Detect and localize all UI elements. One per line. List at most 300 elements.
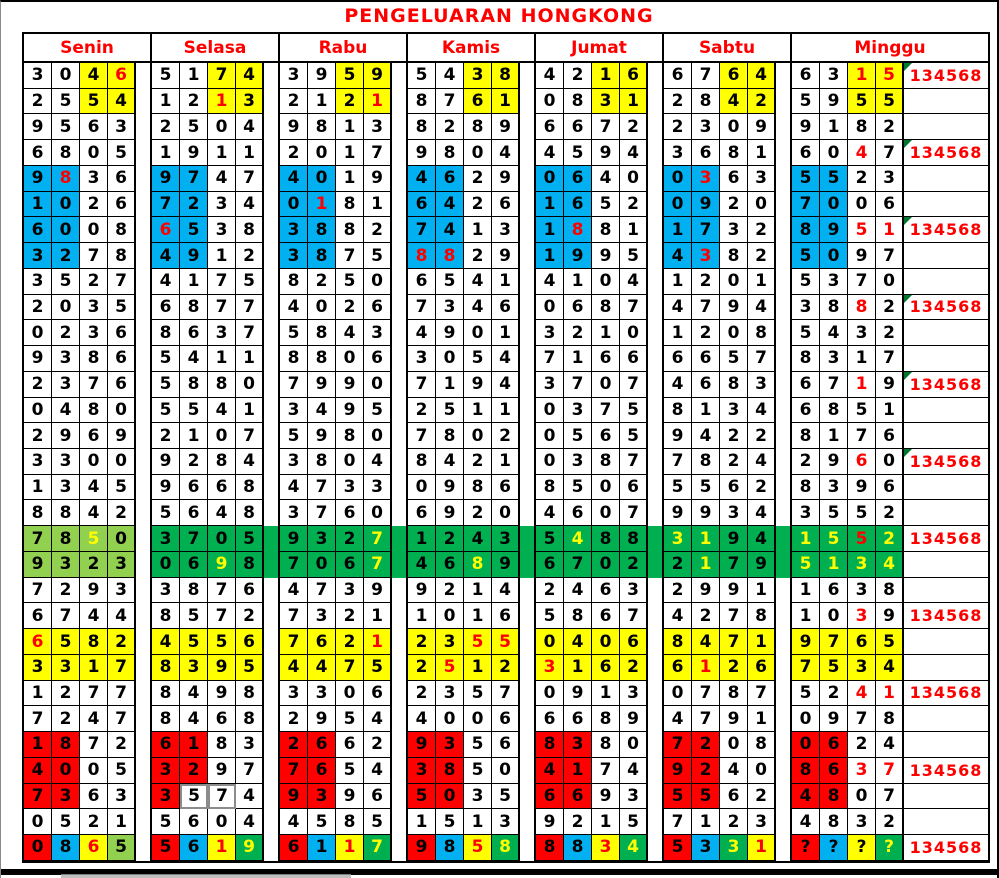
digit-cell: 0 — [592, 552, 620, 578]
digit-cell: 8 — [336, 192, 364, 218]
digit-cell: 3 — [280, 398, 308, 424]
digit-cell: 8 — [52, 732, 80, 758]
digit-cell: 0 — [308, 552, 336, 578]
column-separator — [136, 706, 152, 732]
digit-cell: 0 — [820, 603, 848, 629]
digit-cell: 4 — [820, 320, 848, 346]
digit-cell: 5 — [152, 346, 180, 372]
column-separator — [392, 809, 408, 835]
column-separator — [136, 269, 152, 295]
digit-cell: 5 — [848, 500, 876, 526]
digit-cell: 8 — [52, 835, 80, 861]
digit-cell: 2 — [620, 655, 648, 681]
digit-cell: 2 — [664, 114, 692, 140]
digit-cell: 1 — [876, 217, 904, 243]
digit-cell: 1 — [408, 526, 436, 552]
column-separator — [520, 526, 536, 552]
digit-cell: 8 — [592, 217, 620, 243]
digit-cell: 7 — [620, 295, 648, 321]
digit-cell: 7 — [236, 166, 264, 192]
digit-cell: 5 — [152, 63, 180, 89]
annotation-cell — [904, 758, 988, 784]
column-separator — [264, 295, 280, 321]
column-separator — [136, 526, 152, 552]
digit-cell: 9 — [820, 89, 848, 115]
digit-cell: 5 — [236, 526, 264, 552]
digit-cell: 2 — [52, 706, 80, 732]
digit-cell: 9 — [720, 526, 748, 552]
digit-cell: 3 — [848, 809, 876, 835]
digit-cell: 5 — [564, 475, 592, 501]
digit-cell: 6 — [308, 758, 336, 784]
column-separator — [776, 809, 792, 835]
digit-cell: 6 — [280, 835, 308, 861]
annotation-cell — [904, 192, 988, 218]
digit-cell: 8 — [748, 320, 776, 346]
digit-cell: 6 — [620, 63, 648, 89]
digit-cell: 8 — [464, 552, 492, 578]
digit-cell: 9 — [592, 243, 620, 269]
digit-cell: 4 — [408, 552, 436, 578]
digit-cell: 2 — [748, 217, 776, 243]
digit-cell: 0 — [364, 500, 392, 526]
digit-cell: 8 — [720, 140, 748, 166]
digit-cell: 9 — [152, 166, 180, 192]
digit-cell: 3 — [308, 526, 336, 552]
digit-cell: 7 — [876, 784, 904, 810]
digit-cell: 0 — [464, 423, 492, 449]
digit-cell: 2 — [336, 603, 364, 629]
digit-cell: 3 — [592, 835, 620, 861]
annotation-cell — [904, 269, 988, 295]
digit-cell: 2 — [492, 423, 520, 449]
digit-cell: 2 — [436, 114, 464, 140]
digit-cell: ? — [820, 835, 848, 861]
column-separator — [264, 603, 280, 629]
digit-cell: 1 — [464, 217, 492, 243]
digit-cell: 7 — [748, 681, 776, 707]
digit-cell: 4 — [180, 706, 208, 732]
digit-cell: 5 — [820, 655, 848, 681]
digit-cell: 6 — [236, 578, 264, 604]
digit-cell: 6 — [592, 603, 620, 629]
digit-cell: 7 — [280, 603, 308, 629]
digit-cell: 2 — [336, 295, 364, 321]
digit-cell: 1 — [408, 603, 436, 629]
column-separator — [648, 140, 664, 166]
digit-cell: 6 — [876, 192, 904, 218]
digit-cell: 3 — [620, 681, 648, 707]
digit-cell: 4 — [592, 166, 620, 192]
column-separator — [136, 398, 152, 424]
digit-cell: 0 — [592, 475, 620, 501]
digit-cell: 5 — [408, 63, 436, 89]
column-separator — [776, 526, 792, 552]
column-separator — [264, 217, 280, 243]
column-separator — [136, 192, 152, 218]
column-separator — [136, 809, 152, 835]
digit-cell: 2 — [236, 243, 264, 269]
digit-cell: 8 — [236, 706, 264, 732]
column-separator — [648, 192, 664, 218]
digit-cell: 2 — [24, 423, 52, 449]
digit-cell: 6 — [336, 552, 364, 578]
digit-cell: 7 — [308, 500, 336, 526]
digit-cell: 9 — [280, 784, 308, 810]
table-row — [24, 784, 988, 810]
digit-cell: 0 — [336, 449, 364, 475]
digit-cell: 4 — [876, 732, 904, 758]
comment-triangle-icon — [904, 449, 912, 457]
column-separator — [136, 475, 152, 501]
digit-cell: 8 — [436, 243, 464, 269]
digit-cell: 1 — [180, 732, 208, 758]
digit-cell: 9 — [492, 243, 520, 269]
column-separator — [136, 784, 152, 810]
digit-cell: 0 — [364, 423, 392, 449]
digit-cell: 5 — [308, 809, 336, 835]
digit-cell: 6 — [848, 629, 876, 655]
digit-cell: 5 — [152, 835, 180, 861]
column-separator — [520, 140, 536, 166]
column-separator — [136, 114, 152, 140]
column-separator — [648, 63, 664, 89]
digit-cell: 0 — [876, 269, 904, 295]
digit-cell: 6 — [180, 809, 208, 835]
digit-cell: 5 — [820, 166, 848, 192]
digit-cell: 5 — [692, 784, 720, 810]
column-separator — [776, 758, 792, 784]
digit-cell: 9 — [280, 526, 308, 552]
digit-cell: 9 — [792, 629, 820, 655]
digit-cell: 7 — [208, 603, 236, 629]
digit-cell: 4 — [108, 603, 136, 629]
digit-cell: 5 — [620, 809, 648, 835]
digit-cell: 4 — [280, 578, 308, 604]
digit-cell: 8 — [152, 603, 180, 629]
digit-cell: 6 — [24, 603, 52, 629]
digit-cell: 6 — [180, 552, 208, 578]
digit-cell: 7 — [280, 629, 308, 655]
table-row — [24, 269, 988, 295]
annotation-cell — [904, 89, 988, 115]
digit-cell: 4 — [536, 140, 564, 166]
digit-cell: 6 — [80, 114, 108, 140]
annotation-cell — [904, 243, 988, 269]
column-separator — [392, 655, 408, 681]
digit-cell: 1 — [820, 423, 848, 449]
digit-cell: 3 — [692, 114, 720, 140]
digit-cell: 1 — [208, 89, 236, 115]
digit-cell: 4 — [80, 63, 108, 89]
digit-cell: 5 — [180, 784, 208, 810]
column-separator — [264, 500, 280, 526]
digit-cell: 5 — [620, 398, 648, 424]
column-separator — [520, 500, 536, 526]
column-separator — [264, 243, 280, 269]
digit-cell: 6 — [152, 217, 180, 243]
digit-cell: 0 — [24, 398, 52, 424]
digit-cell: 6 — [492, 475, 520, 501]
table-row — [24, 603, 988, 629]
digit-cell: 7 — [408, 372, 436, 398]
column-separator — [648, 655, 664, 681]
digit-cell: 7 — [108, 655, 136, 681]
digit-cell: 4 — [236, 809, 264, 835]
digit-cell: 8 — [492, 63, 520, 89]
digit-cell: 2 — [692, 320, 720, 346]
digit-cell: 3 — [24, 269, 52, 295]
column-separator — [392, 295, 408, 321]
digit-cell: 1 — [492, 449, 520, 475]
digit-cell: 3 — [152, 526, 180, 552]
digit-cell: 9 — [492, 552, 520, 578]
comment-triangle-icon — [904, 217, 912, 225]
table-row — [24, 192, 988, 218]
annotation-cell — [904, 835, 988, 861]
digit-cell: 6 — [208, 706, 236, 732]
digit-cell: 0 — [620, 320, 648, 346]
digit-cell: 1 — [208, 243, 236, 269]
digit-cell: 7 — [664, 449, 692, 475]
digit-cell: 2 — [564, 63, 592, 89]
digit-cell: 3 — [792, 500, 820, 526]
digit-cell: 7 — [876, 346, 904, 372]
table-row — [24, 295, 988, 321]
digit-cell: 9 — [24, 346, 52, 372]
digit-cell: 7 — [80, 681, 108, 707]
column-separator — [520, 552, 536, 578]
column-separator — [136, 449, 152, 475]
digit-cell: 4 — [180, 681, 208, 707]
digit-cell: 0 — [464, 320, 492, 346]
digit-cell: 9 — [592, 784, 620, 810]
day-header-rabu: Rabu — [280, 34, 408, 61]
column-separator — [648, 732, 664, 758]
column-separator — [776, 552, 792, 578]
digit-cell: 7 — [876, 758, 904, 784]
digit-cell: 5 — [820, 526, 848, 552]
digit-cell: 9 — [336, 372, 364, 398]
digit-cell: 5 — [436, 655, 464, 681]
digit-cell: 1 — [820, 114, 848, 140]
digit-cell: 3 — [564, 732, 592, 758]
column-separator — [392, 346, 408, 372]
digit-cell: 1 — [436, 372, 464, 398]
digit-cell: 3 — [620, 578, 648, 604]
digit-cell: 7 — [792, 192, 820, 218]
digit-cell: 9 — [308, 372, 336, 398]
digit-cell: 5 — [236, 269, 264, 295]
digit-cell: 6 — [24, 629, 52, 655]
digit-cell: 5 — [364, 398, 392, 424]
digit-cell: 3 — [492, 526, 520, 552]
column-separator — [392, 552, 408, 578]
digit-cell: 9 — [364, 63, 392, 89]
comment-triangle-icon — [904, 295, 912, 303]
digit-cell: 6 — [80, 423, 108, 449]
digit-cell: 7 — [208, 784, 236, 810]
column-separator — [776, 217, 792, 243]
digit-cell: 8 — [80, 346, 108, 372]
results-table — [22, 32, 990, 863]
column-separator — [520, 784, 536, 810]
digit-cell: 6 — [108, 192, 136, 218]
digit-cell: 4 — [536, 63, 564, 89]
digit-cell: 8 — [792, 217, 820, 243]
digit-cell: 5 — [492, 784, 520, 810]
digit-cell: 4 — [236, 63, 264, 89]
digit-cell: 1 — [592, 681, 620, 707]
digit-cell: 8 — [592, 526, 620, 552]
digit-cell: 7 — [108, 269, 136, 295]
annotation-cell — [904, 552, 988, 578]
digit-cell: 9 — [364, 578, 392, 604]
digit-cell: 0 — [80, 449, 108, 475]
digit-cell: 1 — [364, 603, 392, 629]
table-row — [24, 809, 988, 835]
digit-cell: 3 — [280, 449, 308, 475]
digit-cell: 7 — [180, 166, 208, 192]
digit-cell: 6 — [792, 372, 820, 398]
digit-cell: 4 — [620, 269, 648, 295]
digit-cell: 0 — [208, 526, 236, 552]
digit-cell: 9 — [692, 578, 720, 604]
digit-cell: 3 — [80, 320, 108, 346]
comment-triangle-icon — [904, 372, 912, 380]
digit-cell: 8 — [408, 114, 436, 140]
digit-cell: 0 — [720, 732, 748, 758]
digit-cell: 2 — [280, 706, 308, 732]
digit-cell: 1 — [180, 63, 208, 89]
digit-cell: 4 — [208, 398, 236, 424]
digit-cell: 2 — [52, 681, 80, 707]
column-separator — [776, 140, 792, 166]
digit-cell: 4 — [492, 578, 520, 604]
digit-cell: 8 — [208, 449, 236, 475]
digit-cell: 3 — [80, 166, 108, 192]
digit-cell: 4 — [436, 449, 464, 475]
column-separator — [648, 269, 664, 295]
digit-cell: 8 — [592, 706, 620, 732]
digit-cell: 4 — [748, 398, 776, 424]
column-separator — [136, 243, 152, 269]
column-separator — [136, 89, 152, 115]
digit-cell: 8 — [564, 89, 592, 115]
digit-cell: 2 — [180, 758, 208, 784]
column-separator — [264, 449, 280, 475]
digit-cell: 8 — [308, 243, 336, 269]
digit-cell: 7 — [208, 63, 236, 89]
column-separator — [264, 89, 280, 115]
digit-cell: 7 — [280, 552, 308, 578]
digit-cell: 4 — [792, 784, 820, 810]
digit-cell: 1 — [336, 835, 364, 861]
digit-cell: 5 — [108, 295, 136, 321]
digit-cell: 8 — [152, 681, 180, 707]
column-separator — [520, 603, 536, 629]
day-header-selasa: Selasa — [152, 34, 280, 61]
digit-cell: 3 — [876, 166, 904, 192]
digit-cell: 9 — [748, 552, 776, 578]
digit-cell: 6 — [364, 295, 392, 321]
column-separator — [776, 784, 792, 810]
annotation-cell — [904, 475, 988, 501]
digit-cell: 1 — [24, 475, 52, 501]
digit-cell: 4 — [492, 346, 520, 372]
digit-cell: 5 — [80, 526, 108, 552]
digit-cell: 4 — [876, 552, 904, 578]
digit-cell: 9 — [692, 192, 720, 218]
digit-cell: 6 — [24, 140, 52, 166]
column-separator — [776, 681, 792, 707]
digit-cell: 8 — [52, 166, 80, 192]
column-separator — [648, 552, 664, 578]
digit-cell: 3 — [180, 655, 208, 681]
digit-cell: 6 — [792, 63, 820, 89]
digit-cell: 7 — [80, 372, 108, 398]
digit-cell: 4 — [408, 320, 436, 346]
digit-cell: 0 — [464, 140, 492, 166]
digit-cell: 4 — [364, 758, 392, 784]
digit-cell: 7 — [876, 140, 904, 166]
digit-cell: 0 — [876, 449, 904, 475]
digit-cell: 6 — [820, 732, 848, 758]
digit-cell: 1 — [80, 655, 108, 681]
digit-cell: 1 — [208, 835, 236, 861]
digit-cell: 1 — [180, 269, 208, 295]
column-separator — [264, 578, 280, 604]
digit-cell: 9 — [720, 295, 748, 321]
table-row — [24, 526, 988, 552]
digit-cell: 5 — [464, 681, 492, 707]
digit-cell: 3 — [80, 295, 108, 321]
column-separator — [392, 578, 408, 604]
table-row — [24, 706, 988, 732]
column-separator — [520, 192, 536, 218]
digit-cell: 6 — [436, 166, 464, 192]
digit-cell: 0 — [720, 114, 748, 140]
digit-cell: 8 — [748, 732, 776, 758]
digit-cell: 7 — [236, 423, 264, 449]
digit-cell: 0 — [748, 192, 776, 218]
table-row — [24, 140, 988, 166]
column-separator — [520, 809, 536, 835]
digit-cell: 6 — [152, 732, 180, 758]
digit-cell: 0 — [536, 423, 564, 449]
digit-cell: 0 — [24, 809, 52, 835]
digit-cell: 6 — [364, 784, 392, 810]
column-separator — [392, 681, 408, 707]
table-row — [24, 423, 988, 449]
digit-cell: 2 — [692, 732, 720, 758]
digit-cell: 9 — [336, 784, 364, 810]
digit-cell: 4 — [152, 269, 180, 295]
annotation-cell — [904, 526, 988, 552]
digit-cell: 1 — [692, 655, 720, 681]
digit-cell: 4 — [536, 500, 564, 526]
digit-cell: 6 — [336, 732, 364, 758]
digit-cell: 8 — [180, 372, 208, 398]
digit-cell: 8 — [236, 681, 264, 707]
digit-cell: 2 — [620, 552, 648, 578]
digit-cell: 2 — [24, 372, 52, 398]
column-separator — [648, 603, 664, 629]
digit-cell: 4 — [848, 681, 876, 707]
digit-cell: 1 — [24, 681, 52, 707]
digit-cell: 2 — [80, 809, 108, 835]
digit-cell: 5 — [152, 372, 180, 398]
